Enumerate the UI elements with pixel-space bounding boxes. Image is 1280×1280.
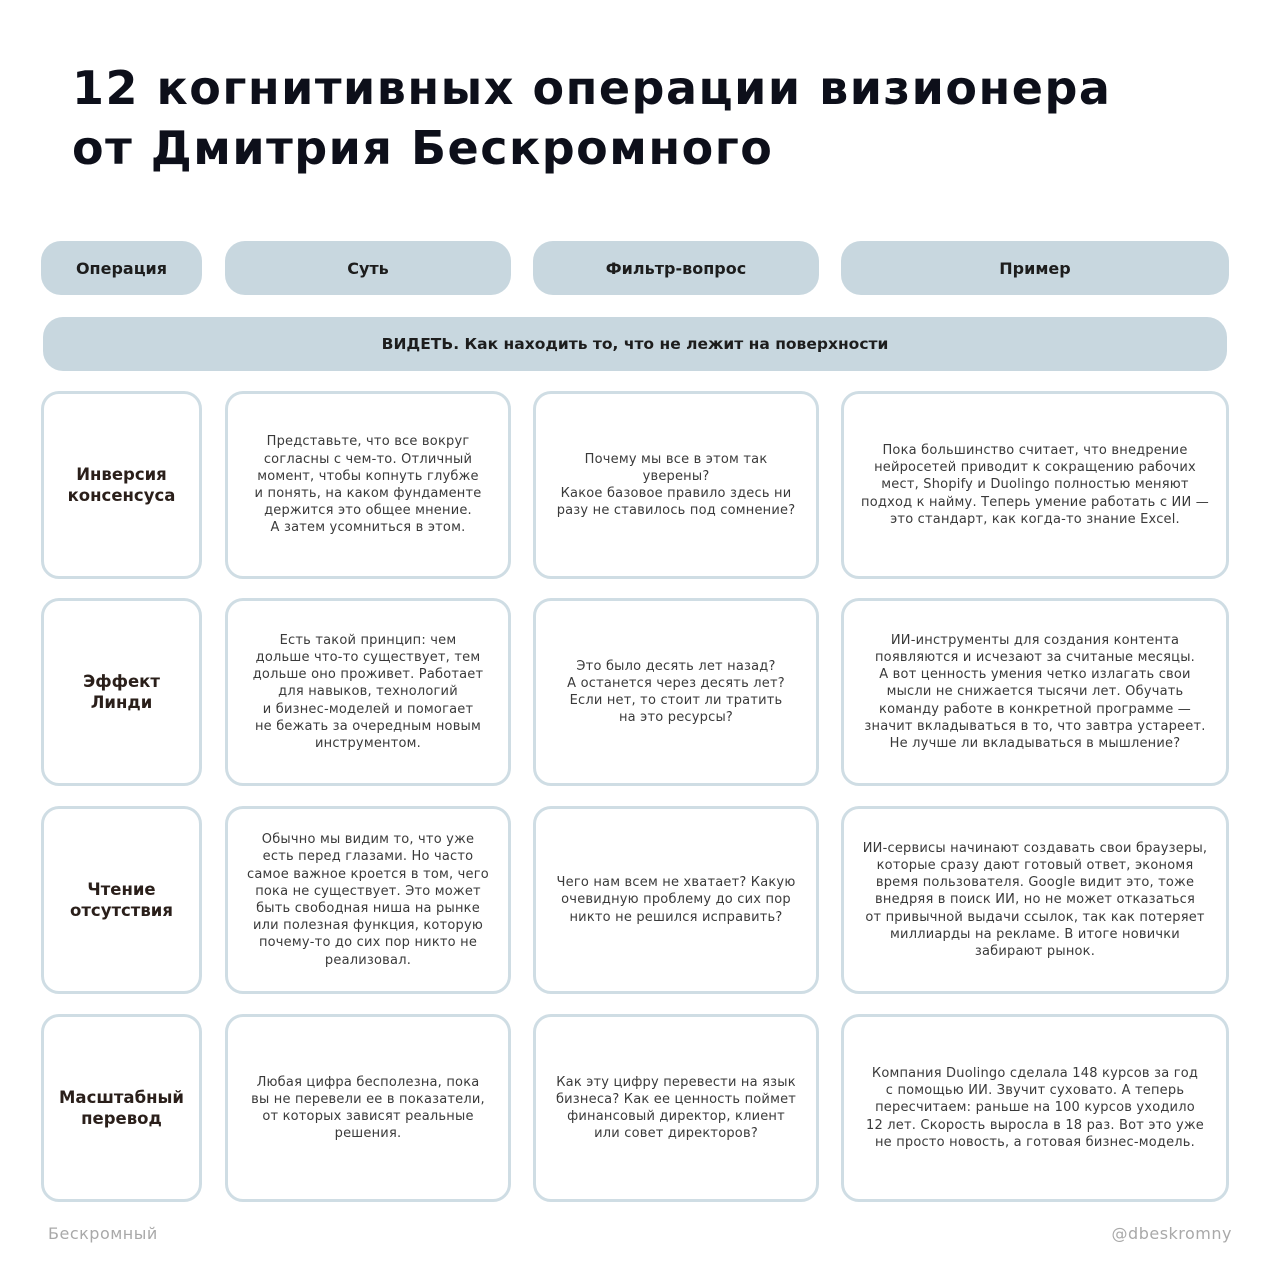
table-row-3-filter-question [533, 806, 819, 994]
section-title: ВИДЕТЬ. Как находить то, что не лежит на поверхности [43, 317, 1227, 371]
table-row-3-essence [225, 806, 511, 994]
operation-name: Чтение отсутствия [70, 880, 173, 920]
operation-name: Эффект Линди [83, 672, 160, 712]
essence-text: Обычно мы видим то, что уже есть перед глазами. Но часто самое важное кроется в том, чего пока не существует. Это может быть свободная ниша на рынке или полезная функция, которую почему-то до сих пор никто не реализовал. [247, 832, 489, 968]
table-row-1-essence [225, 391, 511, 579]
filter-question-text: Почему мы все в этом так уверены? Какое базовое правило здесь ни разу не ставилось под сомнение? [556, 451, 796, 519]
table-row-1-filter-question [533, 391, 819, 579]
page-title-line-1: 12 когнитивных операции визионера [72, 61, 1112, 115]
table-row-4-filter-question [533, 1014, 819, 1202]
page-title-line-2: от Дмитрия Бескромного [72, 121, 774, 175]
example-text: ИИ-инструменты для создания контента появляются и исчезают за считаные месяцы. А вот ценность умения четко излагать свои мысли не снижается тысячи лет. Обучать команду работе в конкретной программе — значит вкладываться в то, что завтра устареет. Не лучше ли вкладываться в мышление? [864, 632, 1206, 751]
table-row-2-essence [225, 598, 511, 786]
header-essence: Суть [225, 241, 511, 295]
footer-brand: Бескромный [48, 1224, 158, 1243]
example-text: Компания Duolingo сделала 148 курсов за год с помощью ИИ. Звучит суховато. А теперь пересчитаем: раньше на 100 курсов уходило 12 лет. Скорость выросла в 18 раз. Вот это уже не просто новость, а готовая бизнес-модель. [866, 1065, 1204, 1150]
essence-text: Есть такой принцип: чем дольше что-то существует, тем дольше оно проживет. Работает для навыков, технологий и бизнес-моделей и помогает не бежать за очередным новым инструментом. [252, 632, 484, 751]
example-text: ИИ-сервисы начинают создавать свои браузеры, которые сразу дают готовый ответ, экономя время пользователя. Google видит это, тоже внедряя в поиск ИИ, но не может отказаться от привычной выдачи ссылок, так как потеряет миллиарды на рекламе. В итоге новички забирают рынок. [862, 840, 1208, 959]
table-row-4-example [841, 1014, 1229, 1202]
table-row-3-operation [41, 806, 202, 994]
table-row-4-essence [225, 1014, 511, 1202]
page-title [72, 58, 1222, 178]
table-row-1-operation [41, 391, 202, 579]
filter-question-text: Чего нам всем не хватает? Какую очевидную проблему до сих пор никто не решился исправить? [556, 875, 796, 925]
header-filter-question: Фильтр-вопрос [533, 241, 819, 295]
table-row-1-example [841, 391, 1229, 579]
table-row-4-operation [41, 1014, 202, 1202]
essence-text: Представьте, что все вокруг согласны с чем-то. Отличный момент, чтобы копнуть глубже и понять, на каком фундаменте держится это общее мнение. А затем усомниться в этом. [254, 434, 482, 536]
operation-name: Инверсия консенсуса [67, 465, 176, 505]
example-text: Пока большинство считает, что внедрение нейросетей приводит к сокращению рабочих мест, Shopify и Duolingo полностью меняют подход к найму. Теперь умение работать с ИИ — это стандарт, как когда-то знание Excel. [861, 442, 1209, 527]
filter-question-text: Как эту цифру перевести на язык бизнеса? Как ее ценность поймет финансовый директор, клиент или совет директоров? [555, 1074, 797, 1142]
operation-name: Масштабный перевод [59, 1088, 184, 1128]
essence-text: Любая цифра бесполезна, пока вы не перевели ее в показатели, от которых зависят реальные решения. [251, 1074, 485, 1142]
table-row-3-example [841, 806, 1229, 994]
table-row-2-operation [41, 598, 202, 786]
table-row-2-filter-question [533, 598, 819, 786]
footer-handle: @dbeskromny [1111, 1224, 1232, 1243]
filter-question-text: Это было десять лет назад? А останется через десять лет? Если нет, то стоит ли тратить на это ресурсы? [567, 658, 785, 726]
header-example: Пример [841, 241, 1229, 295]
table-row-2-example [841, 598, 1229, 786]
header-operation: Операция [41, 241, 202, 295]
